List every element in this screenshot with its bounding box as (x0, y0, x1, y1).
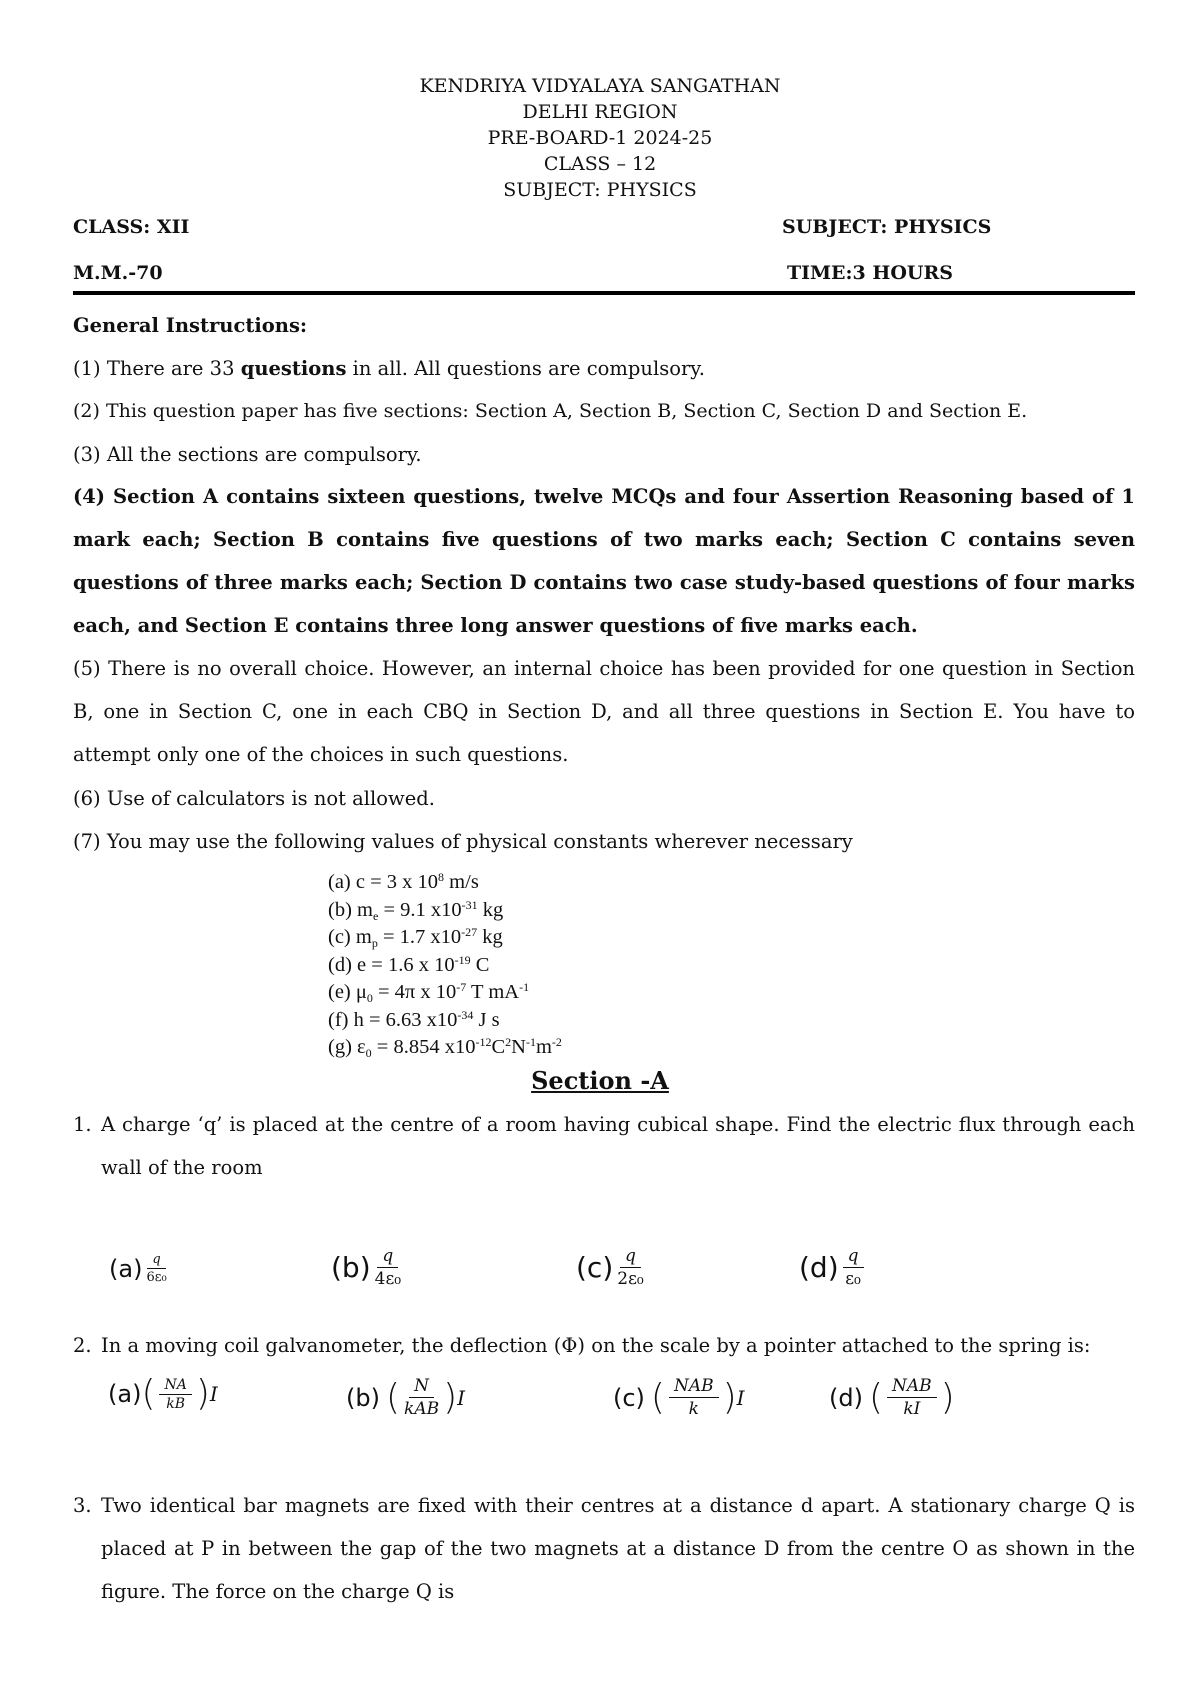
instruction-3: (3) All the sections are compulsory. (73, 443, 422, 466)
max-marks: M.M.-70 (73, 262, 163, 284)
q1-text: A charge ‘q’ is placed at the centre of a room having cubical shape. Find the electric flux through each wall of the room (101, 1113, 1135, 1179)
constant-mu0: (e) $\mu_0 = 4\pi$ x $10^{-7}$ T $mA^{-1}$ (328, 980, 530, 1005)
q2-text: In a moving coil galvanometer, the deflection (Φ) on the scale by a pointer attached to the spring is: (101, 1334, 1091, 1357)
instruction-1 (73, 357, 1135, 380)
instruction-7: (7) You may use the following values of physical constants wherever necessary (73, 830, 853, 853)
q1-option-b: (b) $\frac{q}{\text{4ε₀}}$ (331, 1246, 402, 1289)
subject-label: SUBJECT: PHYSICS (782, 216, 992, 238)
time-allowed: TIME:3 HOURS (787, 262, 953, 284)
instruction-1-part-b: questions (240, 357, 347, 380)
header-divider (73, 291, 1135, 295)
instruction-2: (2) This question paper has five sections: Section A, Section B, Section C, Section D and Section E. (73, 400, 1028, 422)
q2-option-a: (a) ( $\frac{NA}{kB}$ ) I (108, 1373, 218, 1414)
instruction-1-part-a: (1) There are 33 (73, 357, 241, 380)
org-name: KENDRIYA VIDYALAYA SANGATHAN (419, 75, 781, 97)
constant-epsilon0: (g) $\varepsilon_0 = 8.854$ $x10^{-12}C^2N^{-1}m^{-2}$ (328, 1035, 562, 1060)
q1-option-d: (d) $\frac{q}{\text{ε₀}}$ (799, 1246, 868, 1289)
constant-me: (b) $m_e = 9.1$ $x10^{-31}$ kg (328, 897, 504, 923)
q1-number: 1. (73, 1113, 92, 1136)
q2-number: 2. (73, 1334, 92, 1357)
constant-c: (a) c = 3 x $10^8$ m/s (328, 870, 479, 893)
constant-mp: (c) $m_p = 1.7$ $x10^{-27}$ kg (328, 925, 503, 950)
q2-option-d: (d) ( $\frac{\text{NAB}}{kI}$ ) (829, 1376, 955, 1419)
q1-option-a: (a) $\frac{q}{\text{6ε₀}}$ (109, 1252, 167, 1285)
q1-option-c: (c) $\frac{q}{\text{2ε₀}}$ (576, 1246, 644, 1289)
constant-e: (d) e = 1.6 x $10^{-19}$ C (328, 952, 490, 976)
instruction-5: (5) There is no overall choice. However, an internal choice has been provided for one question in Section B, one in Section C, one in each CBQ in Section D, and all three questions in Section E. You have to attempt only one of the choices in such questions. (73, 657, 1135, 766)
class-label: CLASS: XII (73, 216, 190, 238)
instructions-title: General Instructions: (73, 314, 308, 337)
q3-text: Two identical bar magnets are fixed with their centres at a distance d apart. A stationary charge Q is placed at P in between the gap of the two magnets at a distance D from the centre O as shown in the figure. The force on the charge Q is (101, 1494, 1135, 1603)
q2-option-c: (c) ( $\frac{\text{NAB}}{k}$ ) I (613, 1376, 745, 1419)
q2-option-b: (b) ( $\frac{N}{\text{kAB}}$ ) I (346, 1376, 466, 1419)
region-name: DELHI REGION (522, 101, 678, 123)
instruction-1-part-c: in all. All questions are compulsory. (346, 357, 705, 380)
instruction-6: (6) Use of calculators is not allowed. (73, 787, 435, 810)
q3-number: 3. (73, 1494, 92, 1517)
instruction-4: (4) Section A contains sixteen questions, twelve MCQs and four Assertion Reasoning based of 1 mark each; Section B contains five questions of two marks each; Section C contains seven questions of three marks each; Section D contains two case study-based questions of four marks each, and Section E contains three long answer questions of five marks each. (73, 485, 1135, 637)
section-a-title: Section -A (531, 1066, 669, 1095)
constant-h: (f) h = 6.63 $x10^{-34}$ J s (328, 1007, 500, 1031)
exam-name: PRE-BOARD-1 2024-25 (487, 127, 713, 149)
constants-list (328, 869, 562, 1062)
subject-line: SUBJECT: PHYSICS (503, 179, 697, 201)
class-line: CLASS – 12 (543, 153, 657, 175)
